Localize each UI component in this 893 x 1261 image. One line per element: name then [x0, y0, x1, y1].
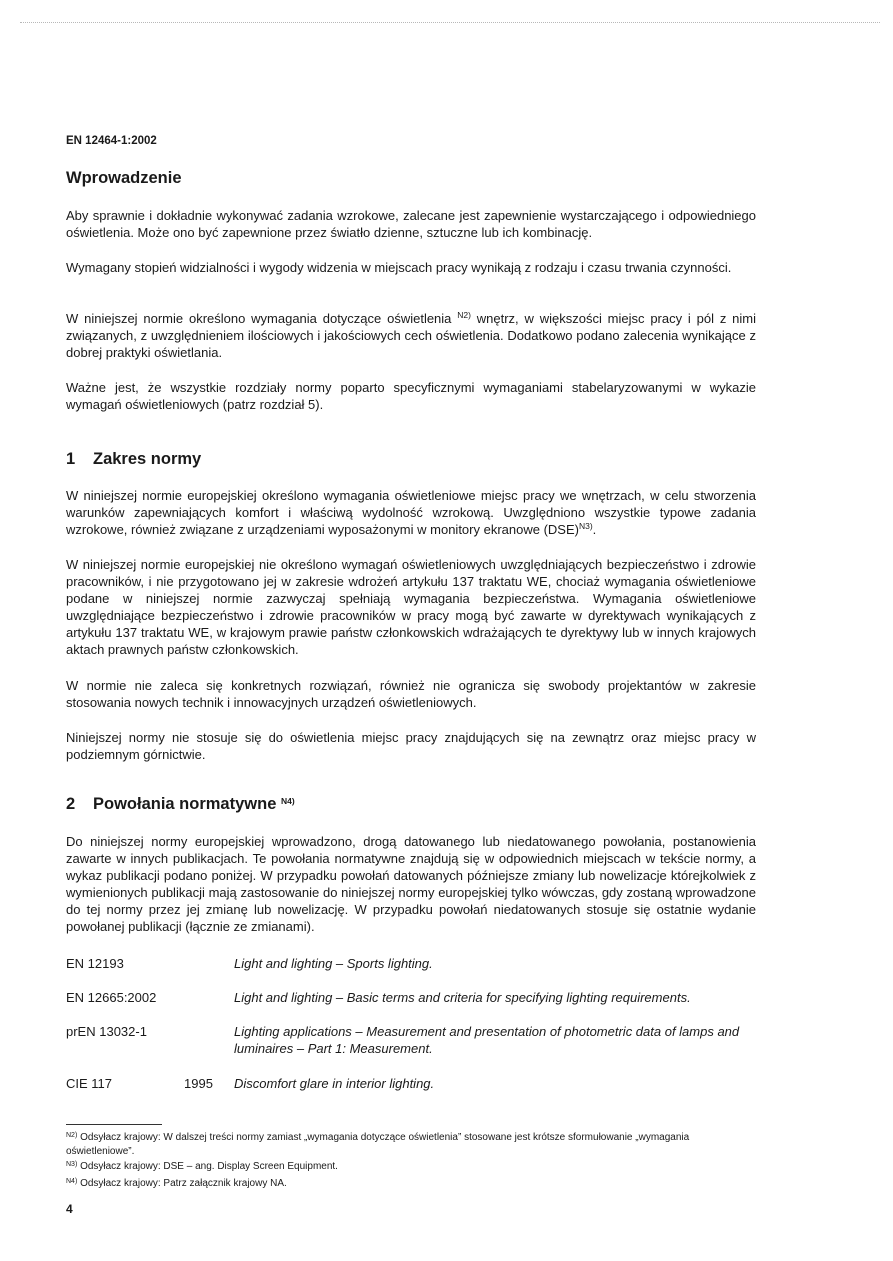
scan-edge-artifact	[20, 22, 880, 23]
reference-title: Lighting applications – Measurement and presentation of photometric data of lamps and luminaires – Part 1: Measurement.	[234, 1024, 740, 1056]
section-number: 2	[66, 795, 76, 813]
reference-title: Discomfort glare in interior lighting.	[234, 1076, 435, 1091]
footnote-mark: N2)	[66, 1132, 78, 1139]
section-1-heading	[66, 450, 201, 469]
reference-code: CIE 117	[66, 1076, 113, 1091]
intro-paragraph-2: Wymagany stopień widzialności i wygody widzenia w miejscach pracy wynikają z rodzaju i czasu trwania czynności.	[66, 260, 732, 275]
section-2-paragraph-1: Do niniejszej normy europejskiej wprowadzono, drogą datowanego lub niedatowanego powołania, postanowienia zawarte w innych publikacjach. Te powołania normatywne znajdują się w odpowiednich miejscach w tekście normy, a wykaz publikacji podano poniżej. W przypadku powołań datowanych późniejsze zmiany lub nowelizacje którejkolwiek z wymienionych publikacji mają zastosowanie do niniejszej normy europejskiej tylko wówczas, gdy zostaną wprowadzone do tej normy przez jej zmianę lub nowelizację. W przypadku powołań niedatowanych stosuje się ostatnie wydanie powołanej publikacji (łącznie ze zmianami).	[66, 834, 756, 934]
footnote-mark: N3)	[66, 1161, 78, 1168]
section-1-paragraph-4: Niniejszej normy nie stosuje się do oświetlenia miejsc pracy znajdujących się na zewnątrz oraz miejsc pracy w podziemnym górnictwie.	[66, 730, 756, 762]
footnote-n4	[66, 1177, 756, 1191]
page-number: 4	[66, 1202, 73, 1216]
reference-code: prEN 13032-1	[66, 1024, 147, 1039]
reference-title: Light and lighting – Basic terms and criteria for specifying lighting requirements.	[234, 990, 691, 1005]
footnote-text: Odsyłacz krajowy: Patrz załącznik krajowy NA.	[80, 1178, 287, 1189]
intro-paragraph-1: Aby sprawnie i dokładnie wykonywać zadania wzrokowe, zalecane jest zapewnienie wystarczającego i odpowiedniego oświetlenia. Może ono być zapewnione przez światło dzienne, sztuczne lub ich kombinację.	[66, 208, 756, 240]
intro-paragraph-3: W niniejszej normie określono wymagania dotyczące oświetlenia $^{N2)}$ wnętrz, w większości miejsc pracy i pól z nimi związanych, z uwzględnieniem ilościowych i jakościowych cech oświetlenia. Dodatkowo podano zalecenia wynikające z dobrej praktyki oświetlania.	[66, 310, 756, 360]
reference-code: EN 12193	[66, 956, 124, 971]
document-id: EN 12464-1:2002	[66, 135, 157, 147]
footnote-n2	[66, 1131, 756, 1158]
footnote-text: Odsyłacz krajowy: DSE – ang. Display Screen Equipment.	[80, 1161, 338, 1172]
intro-heading: Wprowadzenie	[66, 169, 182, 187]
section-1-paragraph-3: W normie nie zaleca się konkretnych rozwiązań, również nie ogranicza się swobody projektantów w zakresie stosowania nowych technik i innowacyjnych urządzeń oświetleniowych.	[66, 678, 756, 710]
footnote-divider	[66, 1124, 162, 1125]
section-number: 1	[66, 450, 76, 468]
reference-title: Light and lighting – Sports lighting.	[234, 956, 433, 971]
reference-code: EN 12665:2002	[66, 990, 157, 1005]
section-1-paragraph-2: W niniejszej normie europejskiej nie określono wymagań oświetleniowych uwzględniających bezpieczeństwo i zdrowie pracowników, i nie przygotowano jej w zakresie wdrożeń artykułu 137 traktatu WE, chociaż wymagania oświetleniowe podane w niniejszej normie zazwyczaj spełniają wymagania bezpieczeństwa. Wymagania oświetleniowe uwzględniające bezpieczeństwo i zdrowie pracowników w pracy mogą być zawarte w dyrektywach wynikających z artykułu 137 traktatu WE, w krajowym prawie państw członkowskich wdrażających te dyrektywy lub w innych krajowych aktach prawnych państw członkowskich.	[66, 557, 756, 657]
intro-paragraph-4: Ważne jest, że wszystkie rozdziały normy poparto specyficznymi wymaganiami stabelaryzowanymi w wykazie wymagań oświetleniowych (patrz rozdział 5).	[66, 380, 756, 412]
footnote-n3	[66, 1160, 756, 1174]
section-title: Zakres normy	[93, 450, 202, 468]
section-title: Powołania normatywne	[93, 795, 277, 813]
section-2-heading	[66, 795, 295, 814]
footnote-ref-n3: N3)	[578, 521, 593, 531]
footnote-ref-n2: N2)	[457, 310, 471, 320]
section-1-paragraph-1: W niniejszej normie europejskiej określono wymagania oświetleniowe miejsc pracy we wnętrzach, w celu stworzenia warunków zapewniających komfort i właściwą wydolność wzrokową. Uwzględniono wszystkie typowe zadania wzrokowe, również związane z urządzeniami wyposażonymi w monitory ekranowe (DSE)$^{N3)}$.	[66, 488, 756, 537]
footnote-text: Odsyłacz krajowy: W dalszej treści normy zamiast „wymagania dotyczące oświetlenia” stosowane jest krótsze sformułowanie „wymagania oświetleniowe”.	[66, 1132, 690, 1157]
footnote-mark: N4)	[66, 1178, 78, 1185]
reference-year: 1995	[184, 1076, 213, 1091]
footnote-ref-n4: N4)	[280, 796, 295, 806]
